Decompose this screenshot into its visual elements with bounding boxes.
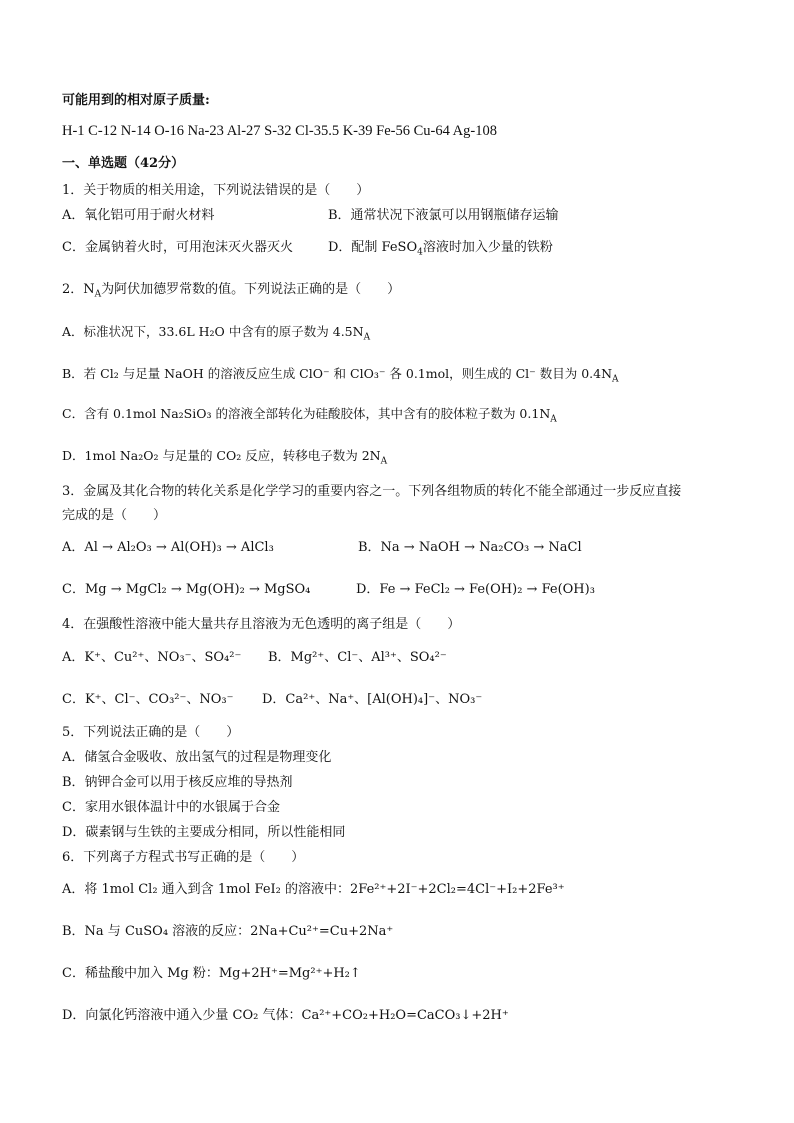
q3-option-b: B．Na → NaOH → Na₂CO₃ → NaCl (358, 540, 582, 555)
q5-option-c: C．家用水银体温计中的水银属于合金 (62, 800, 280, 815)
q4-option-b: B．Mg²⁺、Cl⁻、Al³⁺、SO₄²⁻ (268, 650, 447, 665)
q6-option-a: A．将 1mol Cl₂ 通入到含 1mol FeI₂ 的溶液中：2Fe²⁺+2I⁻+2Cl₂=4Cl⁻+I₂+2Fe³⁺ (62, 882, 565, 897)
q6-option-d: D．向氯化钙溶液中通入少量 CO₂ 气体：Ca²⁺+CO₂+H₂O=CaCO₃↓+2H⁺ (62, 1008, 509, 1023)
q1-option-b: B．通常状况下液氯可以用钢瓶储存运输 (328, 208, 559, 223)
q5-option-b: B．钠钾合金可以用于核反应堆的导热剂 (62, 775, 293, 790)
q2-option-c: C．含有 0.1mol Na₂SiO₃ 的溶液全部转化为硅酸胶体，其中含有的胶体粒子数为 $0.1N_A$ (62, 406, 557, 425)
q2-option-b: B．若 Cl₂ 与足量 NaOH 的溶液反应生成 ClO⁻ 和 ClO₃⁻ 各 0.1mol，则生成的 Cl⁻ 数目为 $0.4N_A$ (62, 366, 619, 385)
q3-option-c: C．Mg → MgCl₂ → Mg(OH)₂ → MgSO₄ (62, 582, 311, 597)
q6-option-b: B．Na 与 CuSO₄ 溶液的反应：2Na+Cu²⁺=Cu+2Na⁺ (62, 924, 394, 939)
q1-option-a: A．氧化铝可用于耐火材料 (62, 208, 215, 223)
q6-stem: 6．下列离子方程式书写正确的是（ ） (62, 850, 305, 865)
q5-stem: 5．下列说法正确的是（ ） (62, 725, 240, 740)
q1-stem: 1．关于物质的相关用途，下列说法错误的是（ ） (62, 183, 370, 198)
q2-stem: 2．$N_A$为阿伏加德罗常数的值。下列说法正确的是（ ） (62, 282, 401, 300)
atomic-masses: H-1 C-12 N-14 O-16 Na-23 Al-27 S-32 Cl-35.5 K-39 Fe-56 Cu-64 Ag-108 (62, 123, 497, 139)
q3-option-a: A．Al → Al₂O₃ → Al(OH)₃ → AlCl₃ (62, 540, 274, 555)
q3-option-d: D．Fe → FeCl₂ → Fe(OH)₂ → Fe(OH)₃ (356, 582, 595, 597)
q1-option-c: C．金属钠着火时，可用泡沫灭火器灭火 (62, 240, 293, 255)
mass-title: 可能用到的相对原子质量: (62, 93, 210, 108)
q4-stem: 4．在强酸性溶液中能大量共存且溶液为无色透明的离子组是（ ） (62, 617, 461, 632)
q2-option-d: D．1mol Na₂O₂ 与足量的 CO₂ 反应，转移电子数为 $2N_A$ (62, 448, 388, 467)
section-title: 一、单选题（42分） (62, 156, 185, 171)
q4-option-d: D．Ca²⁺、Na⁺、[Al(OH)₄]⁻、NO₃⁻ (262, 692, 483, 707)
q1-option-d: D．配制 FeSO$_4$溶液时加入少量的铁粉 (328, 240, 553, 258)
q5-option-d: D．碳素钢与生铁的主要成分相同，所以性能相同 (62, 825, 346, 840)
q2-option-a: A．标准状况下，33.6L H₂O 中含有的原子数为 $4.5N_A$ (62, 324, 371, 343)
q3-stem-line1: 3．金属及其化合物的转化关系是化学学习的重要内容之一。下列各组物质的转化不能全部通过一步反应直接 (62, 484, 682, 499)
q5-option-a: A．储氢合金吸收、放出氢气的过程是物理变化 (62, 750, 332, 765)
q3-stem-line2: 完成的是（ ） (62, 508, 167, 523)
q6-option-c: C．稀盐酸中加入 Mg 粉：Mg+2H⁺=Mg²⁺+H₂↑ (62, 966, 361, 981)
q4-option-c: C．K⁺、Cl⁻、CO₃²⁻、NO₃⁻ (62, 692, 234, 707)
q4-option-a: A．K⁺、Cu²⁺、NO₃⁻、SO₄²⁻ (62, 650, 242, 665)
